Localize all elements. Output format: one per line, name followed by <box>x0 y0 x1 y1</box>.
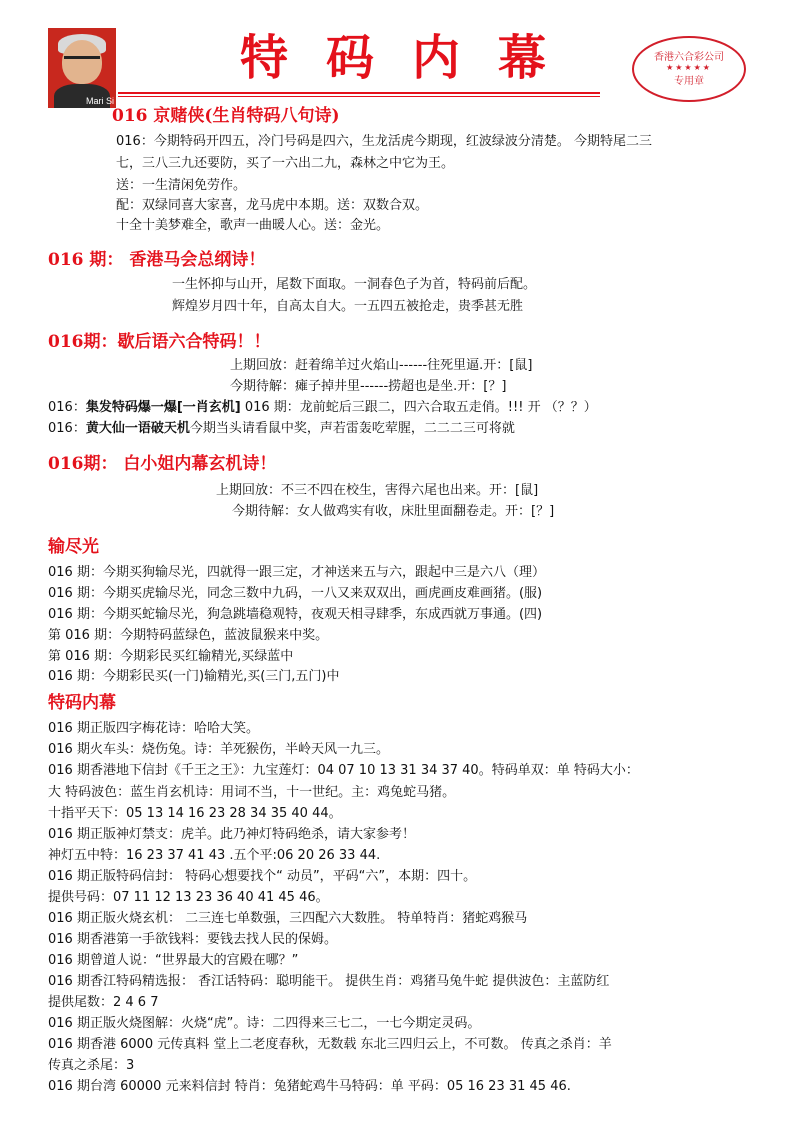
text-line: 016：今期特码开四五，冷门号码是四六，生龙活虎今期现，红波绿波分清楚。 今期特尾二三 <box>116 134 652 149</box>
text-line: 神灯五中特：16 23 37 41 43 .五个平:06 20 26 33 44. <box>48 848 381 863</box>
section-title-hkjc-poem: 016 期： 香港马会总纲诗！ <box>48 250 266 270</box>
text-line: 016 期：今期彩民买(一门)输精光,买(三门,五门)中 <box>48 669 340 684</box>
text-line: 十全十美梦难全，歌声一曲暖人心。送：金光。 <box>116 218 390 233</box>
text-line: 大 特码波色：蓝生肖玄机诗：用词不当，十一世纪。主：鸡兔蛇马猪。 <box>48 785 456 800</box>
text-line: 提供号码：07 11 12 13 23 36 40 41 45 46。 <box>48 890 329 905</box>
text-line: 第 016 期：今期特码蓝绿色，蓝波鼠猴来中奖。 <box>48 628 329 643</box>
section-title-shujinguang: 输尽光 <box>48 537 99 557</box>
text-line: 十指平天下：05 13 14 16 23 28 34 35 40 44。 <box>48 806 342 821</box>
text-line: 提供尾数：2 4 6 7 <box>48 995 159 1010</box>
text-line: 016 期香江特码精选报： 香江话特码：聪明能干。 提供生肖：鸡猪马兔牛蛇 提供波色：主蓝防红 <box>48 974 610 989</box>
text-line: 016 期香港 6000 元传真料 堂上二老度春秋，无数载 东北三四归云上，不可数。 传真之杀肖：羊 <box>48 1037 612 1052</box>
text-line: 016 期正版特码信封： 特码心想要找个“ 动员”，平码“六”，本期：四十。 <box>48 869 477 884</box>
seal-stamp-icon: 香港六合彩公司 ★★★★★ 专用章 <box>632 36 746 102</box>
text-line: 送：一生清闲免劳作。 <box>116 178 247 193</box>
section-title-xiehouyu: 016期：歇后语六合特码！！ <box>48 332 271 352</box>
text-line: 016 期正版火烧图解：火烧“虎”。诗：二四得来三七二，一七今期定灵码。 <box>48 1016 481 1031</box>
text-line: 016 期：今期买狗输尽光，四就得一跟三定，才神送来五与六，跟起中三是六八（理） <box>48 565 545 580</box>
text-line: 016 期正版火烧玄机： 二三连七单数强，三四配六大数胜。 特单特肖：猪蛇鸡猴马 <box>48 911 528 926</box>
text-line: 016 期台湾 60000 元来料信封 特肖：兔猪蛇鸡牛马特码：单 平码：05 16 23 31 45 46. <box>48 1079 571 1094</box>
section-title-tema-neimu: 特码内幕 <box>48 693 116 713</box>
text-line: 辉煌岁月四十年，自高太自大。一五四五被抢走，贵季甚无胜 <box>172 299 524 314</box>
page-title: 特码内幕 <box>240 30 585 86</box>
portrait-photo <box>48 28 116 108</box>
text-line: 016 期：今期买虎输尽光，同念三数中九码，一八又来双双出，画虎画皮难画猪。(服) <box>48 586 543 601</box>
text-line: 上期回放：不三不四在校生，害得六尾也出来。开：[鼠] <box>216 483 539 498</box>
text-line: 016：黄大仙一语破天机今期当头请看鼠中奖，声若雷轰吃荤腥，二二二三可将就 <box>48 421 515 436</box>
text-line: 配：双绿同喜大家喜，龙马虎中本期。送：双数合双。 <box>116 198 429 213</box>
section-title-bai-xiaojie: 016期： 白小姐内幕玄机诗！ <box>48 454 277 474</box>
text-line: 七，三八三九还要防，买了一六出二九，森林之中它为王。 <box>116 156 455 171</box>
text-line: 今期待解：瘫子掉井里------捞超也是坐.开：[？] <box>230 379 507 394</box>
text-line: 016 期：今期买蛇输尽光，狗急跳墙稳观特，夜观天相寻肆季，东成西就万事通。(四) <box>48 607 543 622</box>
text-line: 016 期曾道人说：“世界最大的宫殿在哪？” <box>48 953 299 968</box>
text-line: 016 期火车头：烧伤兔。诗：羊死猴伤，半岭天风一九三。 <box>48 742 389 757</box>
text-line: 上期回放：赶着绵羊过火焰山------往死里逼.开：[鼠] <box>230 358 533 373</box>
text-line: 016 期香港地下信封《千王之王》：九宝莲灯：04 07 10 13 31 34 37 40。特码单双：单 特码大小： <box>48 763 639 778</box>
text-line: 016：集发特码爆一爆[一肖玄机] 016 期：龙前蛇后三跟二，四六合取五走俏。!!! 开 （？？） <box>48 400 597 415</box>
text-line: 016 期正版四字梅花诗：哈哈大笑。 <box>48 721 259 736</box>
text-line: 016 期正版神灯禁支：虎羊。此乃神灯特码绝杀，请大家参考！ <box>48 827 415 842</box>
text-line: 016 期香港第一手欲钱料：要钱去找人民的保姆。 <box>48 932 337 947</box>
photo-caption: Mari Si <box>85 96 114 106</box>
text-line: 一生怀抑与山开，尾数下面取。一洞春色子为首，特码前后配。 <box>172 277 537 292</box>
text-line: 今期待解：女人做鸡实有收，床肚里面翻卷走。开：[？] <box>232 504 555 519</box>
section-title-jingduxia: 016 京赌侠(生肖特码八句诗) <box>112 106 340 126</box>
title-underline <box>118 92 600 94</box>
text-line: 第 016 期：今期彩民买红输精光,买绿蓝中 <box>48 649 294 664</box>
text-line: 传真之杀尾：3 <box>48 1058 135 1073</box>
title-underline-thin <box>118 96 600 97</box>
